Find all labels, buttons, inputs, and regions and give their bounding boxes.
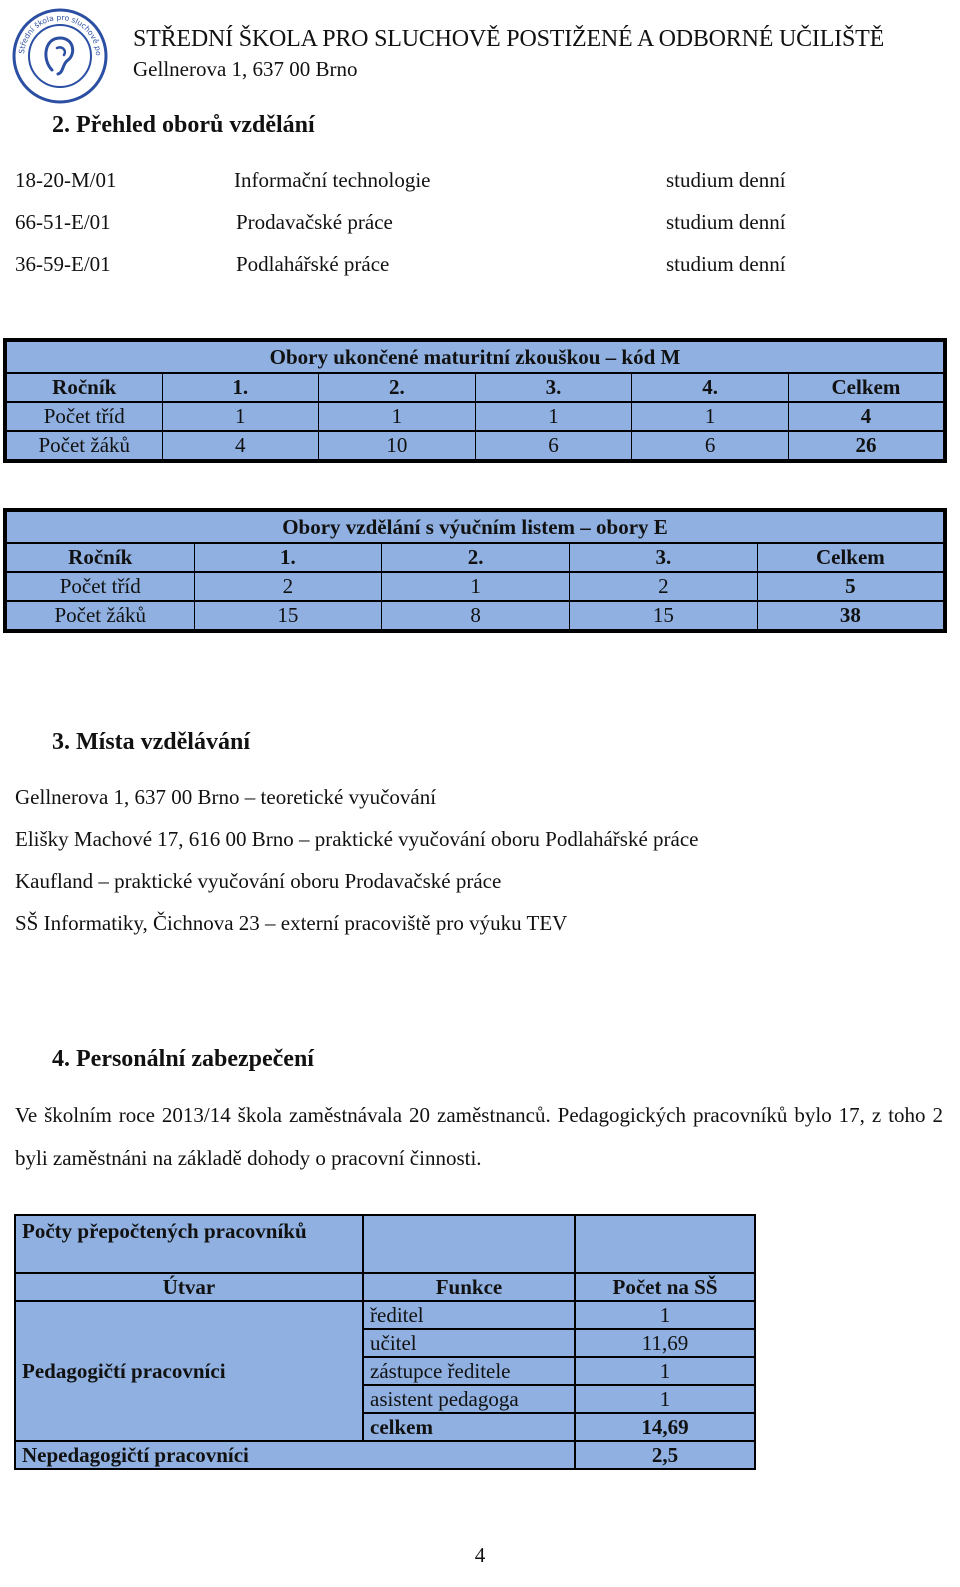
program-mode: studium denní	[666, 210, 786, 234]
school-name: STŘEDNÍ ŠKOLA PRO SLUCHOVĚ POSTIŽENÉ A ODBORNÉ UČILIŠTĚ	[133, 26, 885, 52]
location-line: Elišky Machové 17, 616 00 Brno – praktické vyučování oboru Podlahářské práce	[15, 827, 699, 851]
program-row	[15, 252, 915, 282]
staff-header-row	[15, 1273, 755, 1301]
school-logo	[12, 8, 108, 104]
header-cell: 3.	[570, 543, 758, 572]
table-cell: 6	[475, 431, 632, 461]
table-cell: 2	[570, 572, 758, 601]
table-header-row	[5, 543, 945, 572]
header-cell: Ročník	[5, 543, 194, 572]
header-cell: Útvar	[15, 1273, 363, 1301]
table-row	[5, 601, 945, 631]
section-2-heading: 2. Přehled oborů vzdělání	[52, 112, 315, 138]
table-cell: 1	[162, 402, 319, 431]
section-4-heading: 4. Personální zabezpečení	[52, 1046, 314, 1072]
nonped-pocet: 2,5	[575, 1441, 755, 1469]
row-label: Počet žáků	[5, 601, 194, 631]
total-cell: 38	[757, 601, 945, 631]
table-maturita	[3, 338, 947, 463]
table-title: Obory ukončené maturitní zkouškou – kód M	[5, 340, 945, 373]
table-header-row	[5, 373, 945, 402]
total-cell: 4	[788, 402, 945, 431]
location-line: Kaufland – praktické vyučování oboru Prodavačské práce	[15, 869, 502, 893]
pocet-total: 14,69	[575, 1413, 755, 1441]
header-cell: 4.	[632, 373, 789, 402]
group-label: Pedagogičtí pracovníci	[15, 1301, 363, 1441]
pocet-cell: 11,69	[575, 1329, 755, 1357]
program-name: Informační technologie	[234, 168, 431, 192]
page-number: 4	[474, 1543, 486, 1567]
header-cell: 2.	[319, 373, 476, 402]
table-cell: 2	[194, 572, 382, 601]
svg-text:Střední škola pro sluchově pos: Střední škola pro sluchově po	[17, 12, 104, 56]
empty-cell	[575, 1215, 755, 1273]
table-cell: 10	[319, 431, 476, 461]
section-3-heading: 3. Místa vzdělávání	[52, 729, 250, 755]
total-cell: 26	[788, 431, 945, 461]
header-cell: 2.	[382, 543, 570, 572]
program-code: 18-20-M/01	[15, 168, 117, 192]
table-cell: 4	[162, 431, 319, 461]
staff-table	[14, 1214, 756, 1470]
pocet-cell: 1	[575, 1357, 755, 1385]
table-cell: 1	[319, 402, 476, 431]
location-line: SŠ Informatiky, Čichnova 23 – externí pracoviště pro výuku TEV	[15, 911, 568, 935]
funkce-cell: asistent pedagoga	[363, 1385, 575, 1413]
nonped-label: Nepedagogičtí pracovníci	[15, 1441, 575, 1469]
row-label: Počet tříd	[5, 572, 194, 601]
row-label: Počet žáků	[5, 431, 162, 461]
table-row	[5, 402, 945, 431]
program-name: Prodavačské práce	[236, 210, 393, 234]
table-cell: 1	[632, 402, 789, 431]
funkce-cell: ředitel	[363, 1301, 575, 1329]
table-cell: 6	[632, 431, 789, 461]
staff-table-title: Počty přepočtených pracovníků	[15, 1215, 363, 1273]
header-cell: Počet na SŠ	[575, 1273, 755, 1301]
table-title: Obory vzdělání s výučním listem – obory E	[5, 510, 945, 543]
school-address: Gellnerova 1, 637 00 Brno	[133, 57, 358, 81]
table-cell: 1	[382, 572, 570, 601]
funkce-total: celkem	[363, 1413, 575, 1441]
pocet-cell: 1	[575, 1301, 755, 1329]
header-cell: 3.	[475, 373, 632, 402]
funkce-cell: učitel	[363, 1329, 575, 1357]
funkce-cell: zástupce ředitele	[363, 1357, 575, 1385]
table-cell: 1	[475, 402, 632, 431]
header-cell: Ročník	[5, 373, 162, 402]
staff-row	[15, 1301, 755, 1329]
location-line: Gellnerova 1, 637 00 Brno – teoretické vyučování	[15, 785, 437, 809]
header-cell: Celkem	[788, 373, 945, 402]
row-label: Počet tříd	[5, 402, 162, 431]
header-cell: 1.	[162, 373, 319, 402]
empty-cell	[363, 1215, 575, 1273]
pocet-cell: 1	[575, 1385, 755, 1413]
program-code: 36-59-E/01	[15, 252, 111, 276]
table-row	[5, 572, 945, 601]
table-obory-e	[3, 508, 947, 633]
table-cell: 15	[194, 601, 382, 631]
table-row	[5, 431, 945, 461]
header-cell: 1.	[194, 543, 382, 572]
program-name: Podlahářské práce	[236, 252, 390, 276]
program-row	[15, 210, 915, 240]
staff-paragraph: Ve školním roce 2013/14 škola zaměstnávala 20 zaměstnanců. Pedagogických pracovníků bylo 17, z toho 2 byli zaměstnáni na základě dohody o pracovní činnosti.	[15, 1103, 943, 1170]
header-cell: Celkem	[757, 543, 945, 572]
program-code: 66-51-E/01	[15, 210, 111, 234]
table-cell: 8	[382, 601, 570, 631]
header-cell: Funkce	[363, 1273, 575, 1301]
table-cell: 15	[570, 601, 758, 631]
program-mode: studium denní	[666, 168, 786, 192]
program-mode: studium denní	[666, 252, 786, 276]
total-cell: 5	[757, 572, 945, 601]
program-row	[15, 168, 915, 198]
staff-nonped-row	[15, 1441, 755, 1469]
